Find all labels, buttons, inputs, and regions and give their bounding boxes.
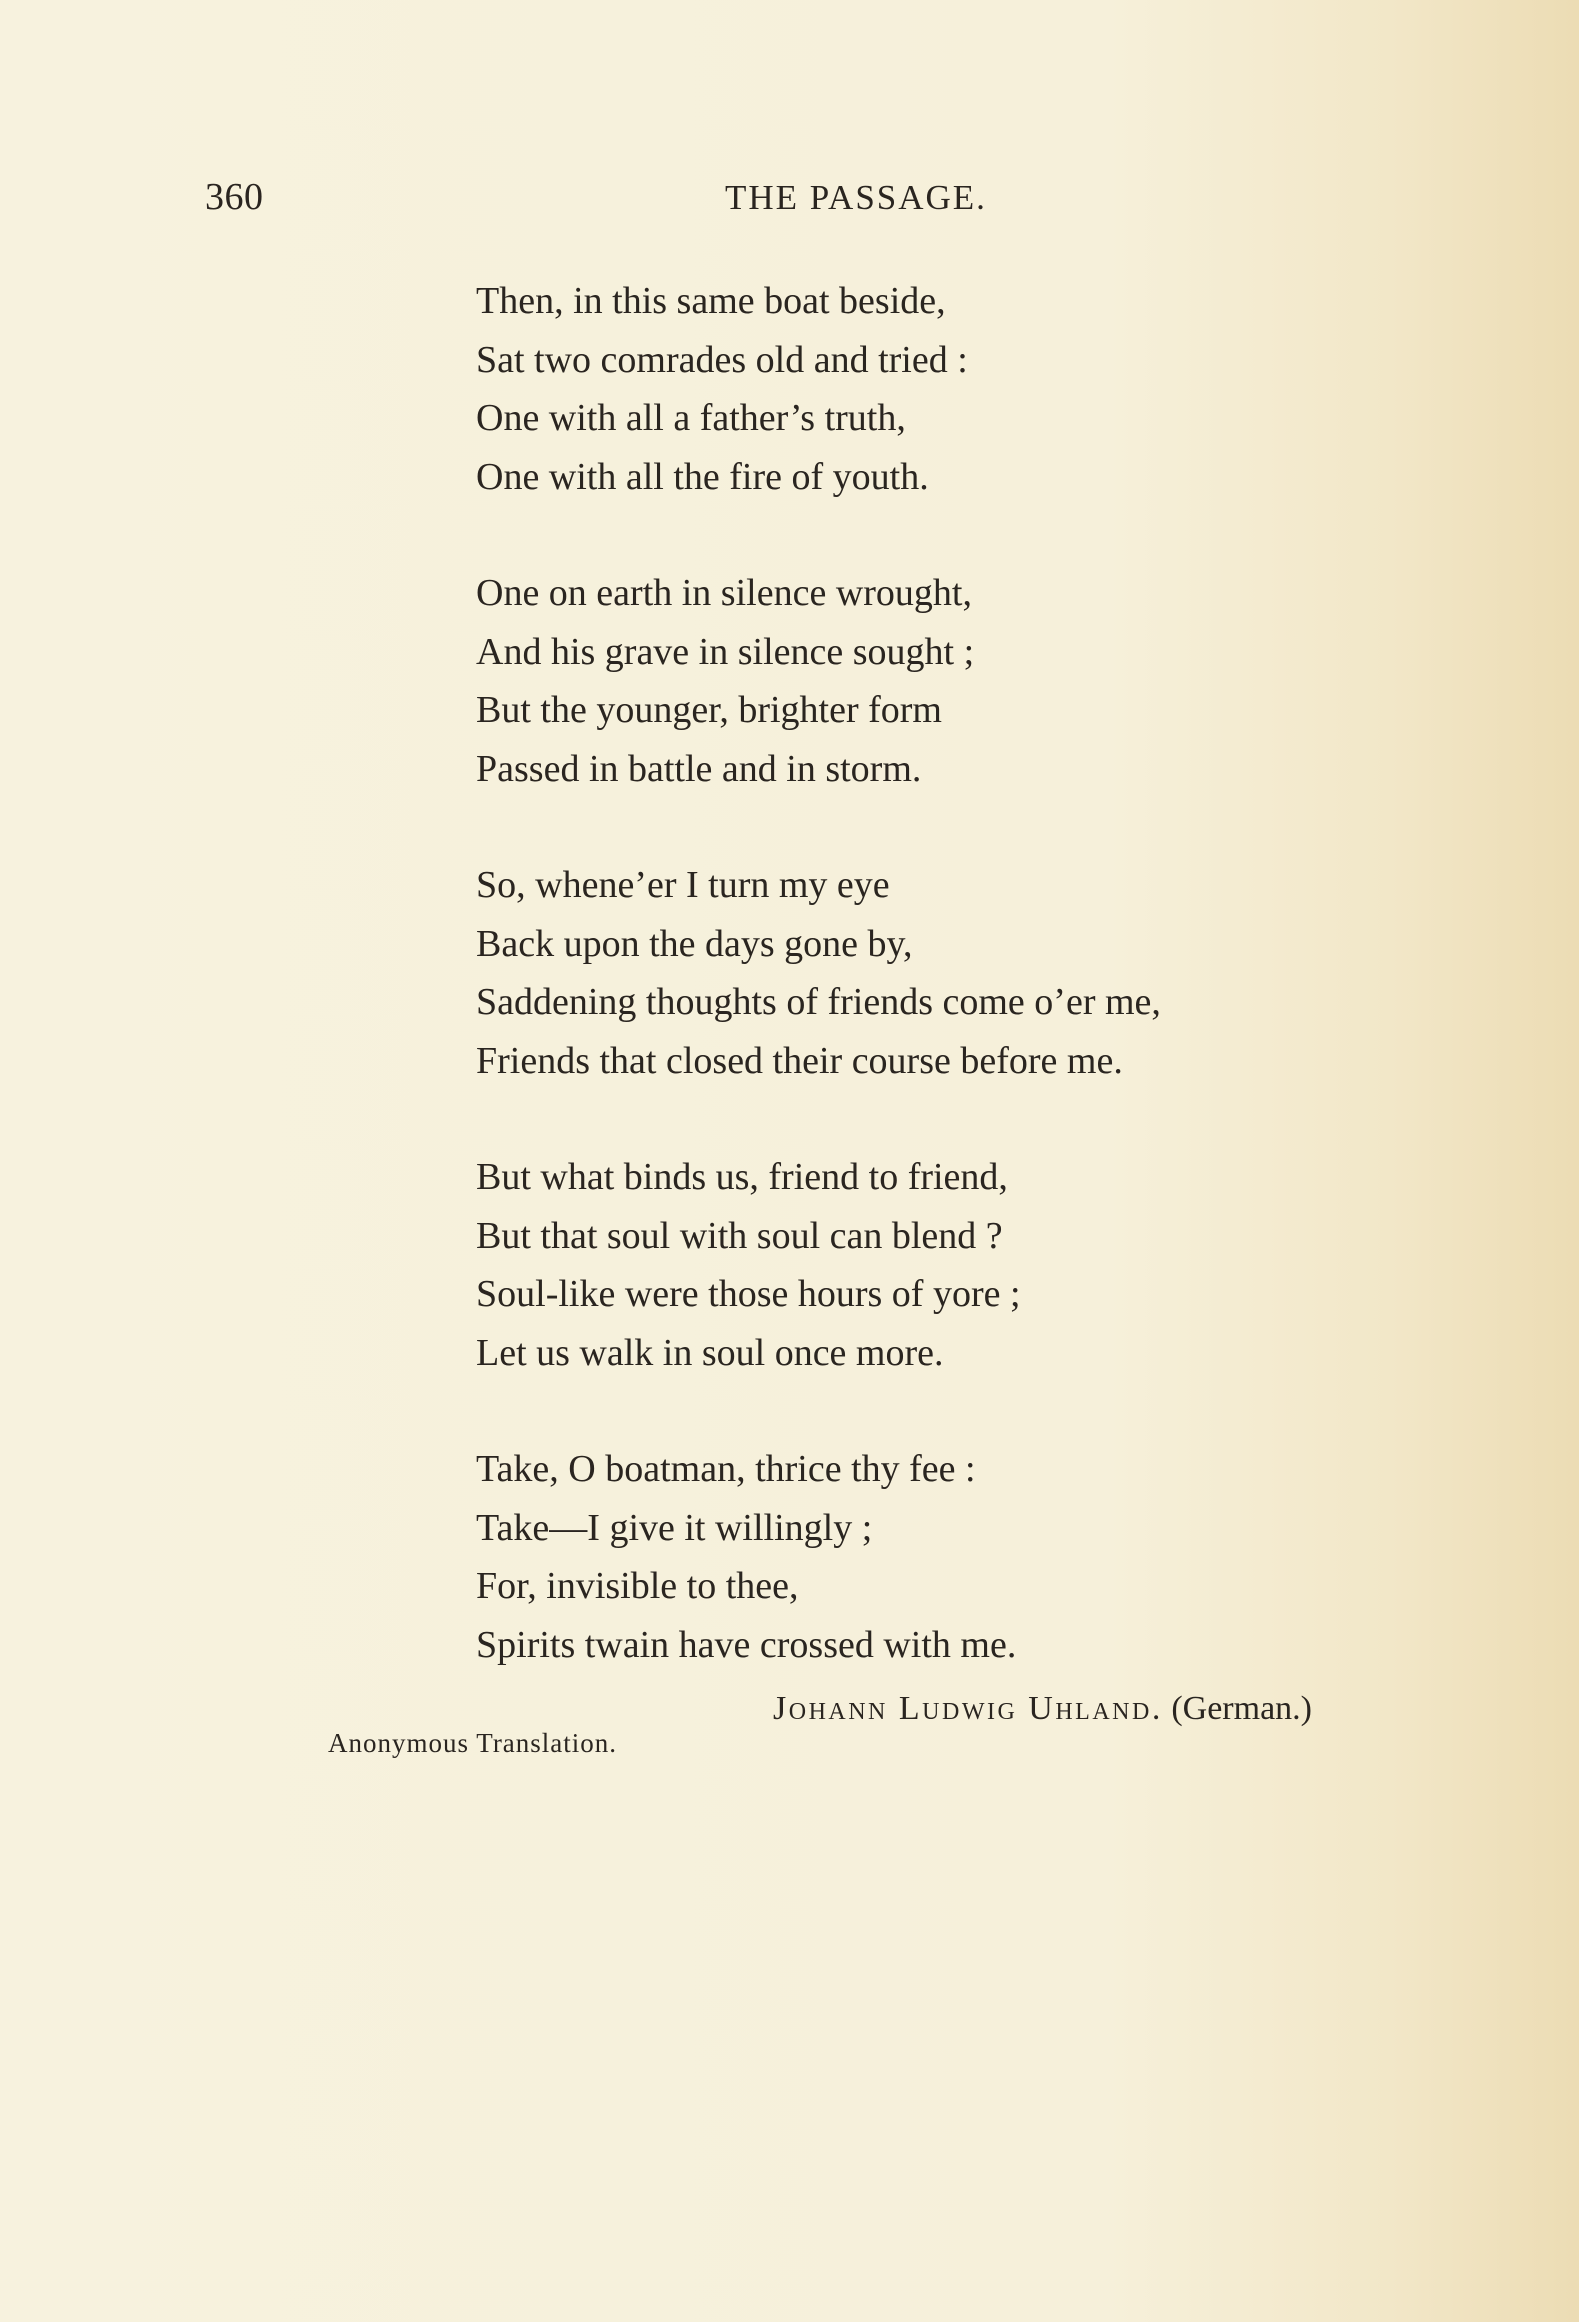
poem-line: Soul-like were those hours of yore ; [476, 1273, 1021, 1315]
running-head-title: THE PASSAGE. [725, 178, 987, 217]
poem-line: So, whene’er I turn my eye [476, 864, 890, 906]
poem-line: Take—I give it willingly ; [476, 1506, 873, 1549]
poem-line: For, invisible to thee, [476, 1565, 799, 1607]
stanza-4 [476, 1148, 1161, 1382]
poem-line: Then, in this same boat beside, [476, 280, 946, 322]
poem-body [476, 272, 1161, 1732]
poem-line: Friends that closed their course before me. [476, 1039, 1123, 1082]
stanza-3 [476, 856, 1161, 1090]
poem-line: Take, O boatman, thrice thy fee : [476, 1448, 976, 1490]
author-attribution [773, 1690, 1312, 1728]
poem-line: But what binds us, friend to friend, [476, 1156, 1008, 1198]
poem-line: Passed in battle and in storm. [476, 747, 922, 790]
poem-line: Back upon the days gone by, [476, 922, 913, 965]
author-name: Johann Ludwig Uhland. [773, 1690, 1163, 1727]
stanza-1 [476, 272, 1161, 506]
poem-line: But that soul with soul can blend ? [476, 1214, 1003, 1257]
poem-line: And his grave in silence sought ; [476, 630, 975, 673]
page-number: 360 [205, 176, 264, 218]
poem-line: Sat two comrades old and tried : [476, 338, 968, 381]
poem-line: Spirits twain have crossed with me. [476, 1623, 1017, 1666]
stanza-5 [476, 1440, 1161, 1674]
translation-credit: Anonymous Translation. [328, 1728, 618, 1758]
poem-line: One on earth in silence wrought, [476, 572, 972, 614]
source-language: (German.) [1171, 1690, 1312, 1727]
poem-line: One with all a father’s truth, [476, 397, 906, 439]
poem-line: Saddening thoughts of friends come o’er me, [476, 981, 1161, 1023]
poem-line: One with all the fire of youth. [476, 455, 929, 498]
poem-line: Let us walk in soul once more. [476, 1331, 944, 1374]
poem-line: But the younger, brighter form [476, 689, 942, 731]
stanza-2 [476, 564, 1161, 798]
